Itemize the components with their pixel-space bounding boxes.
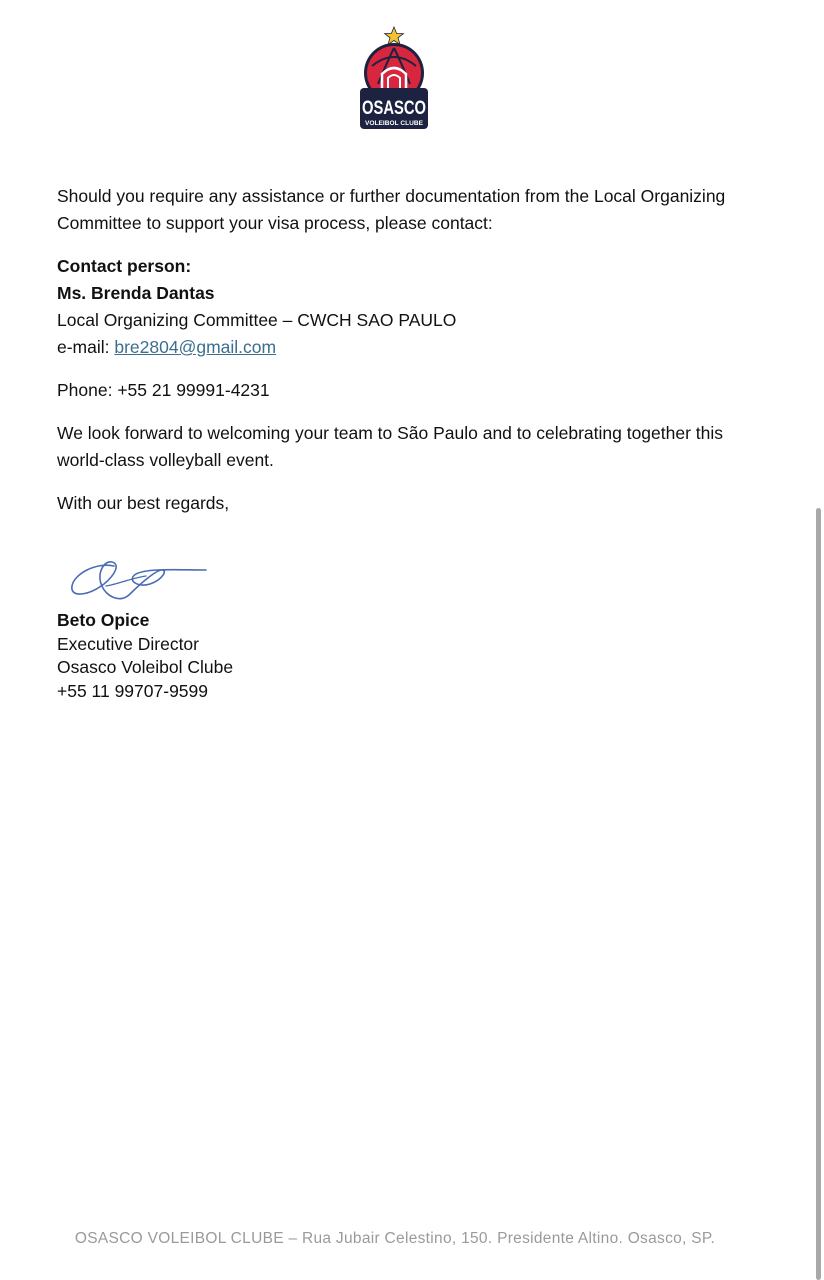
signer-organization: Osasco Voleibol Clube [57, 657, 234, 677]
logo-subtitle: VOLEIBOL CLUBE [365, 120, 424, 127]
intro-paragraph: Should you require any assistance or further documentation from the Local Organizing Committee to support your visa process, please contact: [57, 186, 726, 233]
letter-body [57, 183, 757, 517]
email-link[interactable]: bre2804@gmail.com [114, 337, 277, 357]
welcome-paragraph: We look forward to welcoming your team to São Paulo and to celebrating together this world-class volleyball event. [57, 423, 724, 470]
page-footer: OSASCO VOLEIBOL CLUBE – Rua Jubair Celestino, 150. Presidente Altino. Osasco, SP. [74, 1230, 716, 1247]
closing-line: With our best regards, [57, 493, 230, 513]
contact-organization: Local Organizing Committee – CWCH SAO PAULO [57, 310, 457, 330]
contact-heading: Contact person: [57, 256, 192, 276]
osasco-logo [358, 26, 430, 130]
email-label: e-mail: [57, 337, 115, 357]
signer-block [57, 609, 233, 703]
signer-name: Beto Opice [57, 610, 150, 630]
star-icon [385, 27, 404, 44]
contact-name: Ms. Brenda Dantas [57, 283, 215, 303]
contact-phone: Phone: +55 21 99991-4231 [57, 380, 270, 400]
handwritten-signature [66, 556, 216, 608]
vertical-scrollbar[interactable] [816, 508, 821, 1280]
logo-title: OSASCO [362, 98, 426, 119]
signer-phone: +55 11 99707-9599 [57, 680, 208, 701]
contact-email-line [57, 334, 757, 361]
signer-title: Executive Director [57, 633, 199, 654]
